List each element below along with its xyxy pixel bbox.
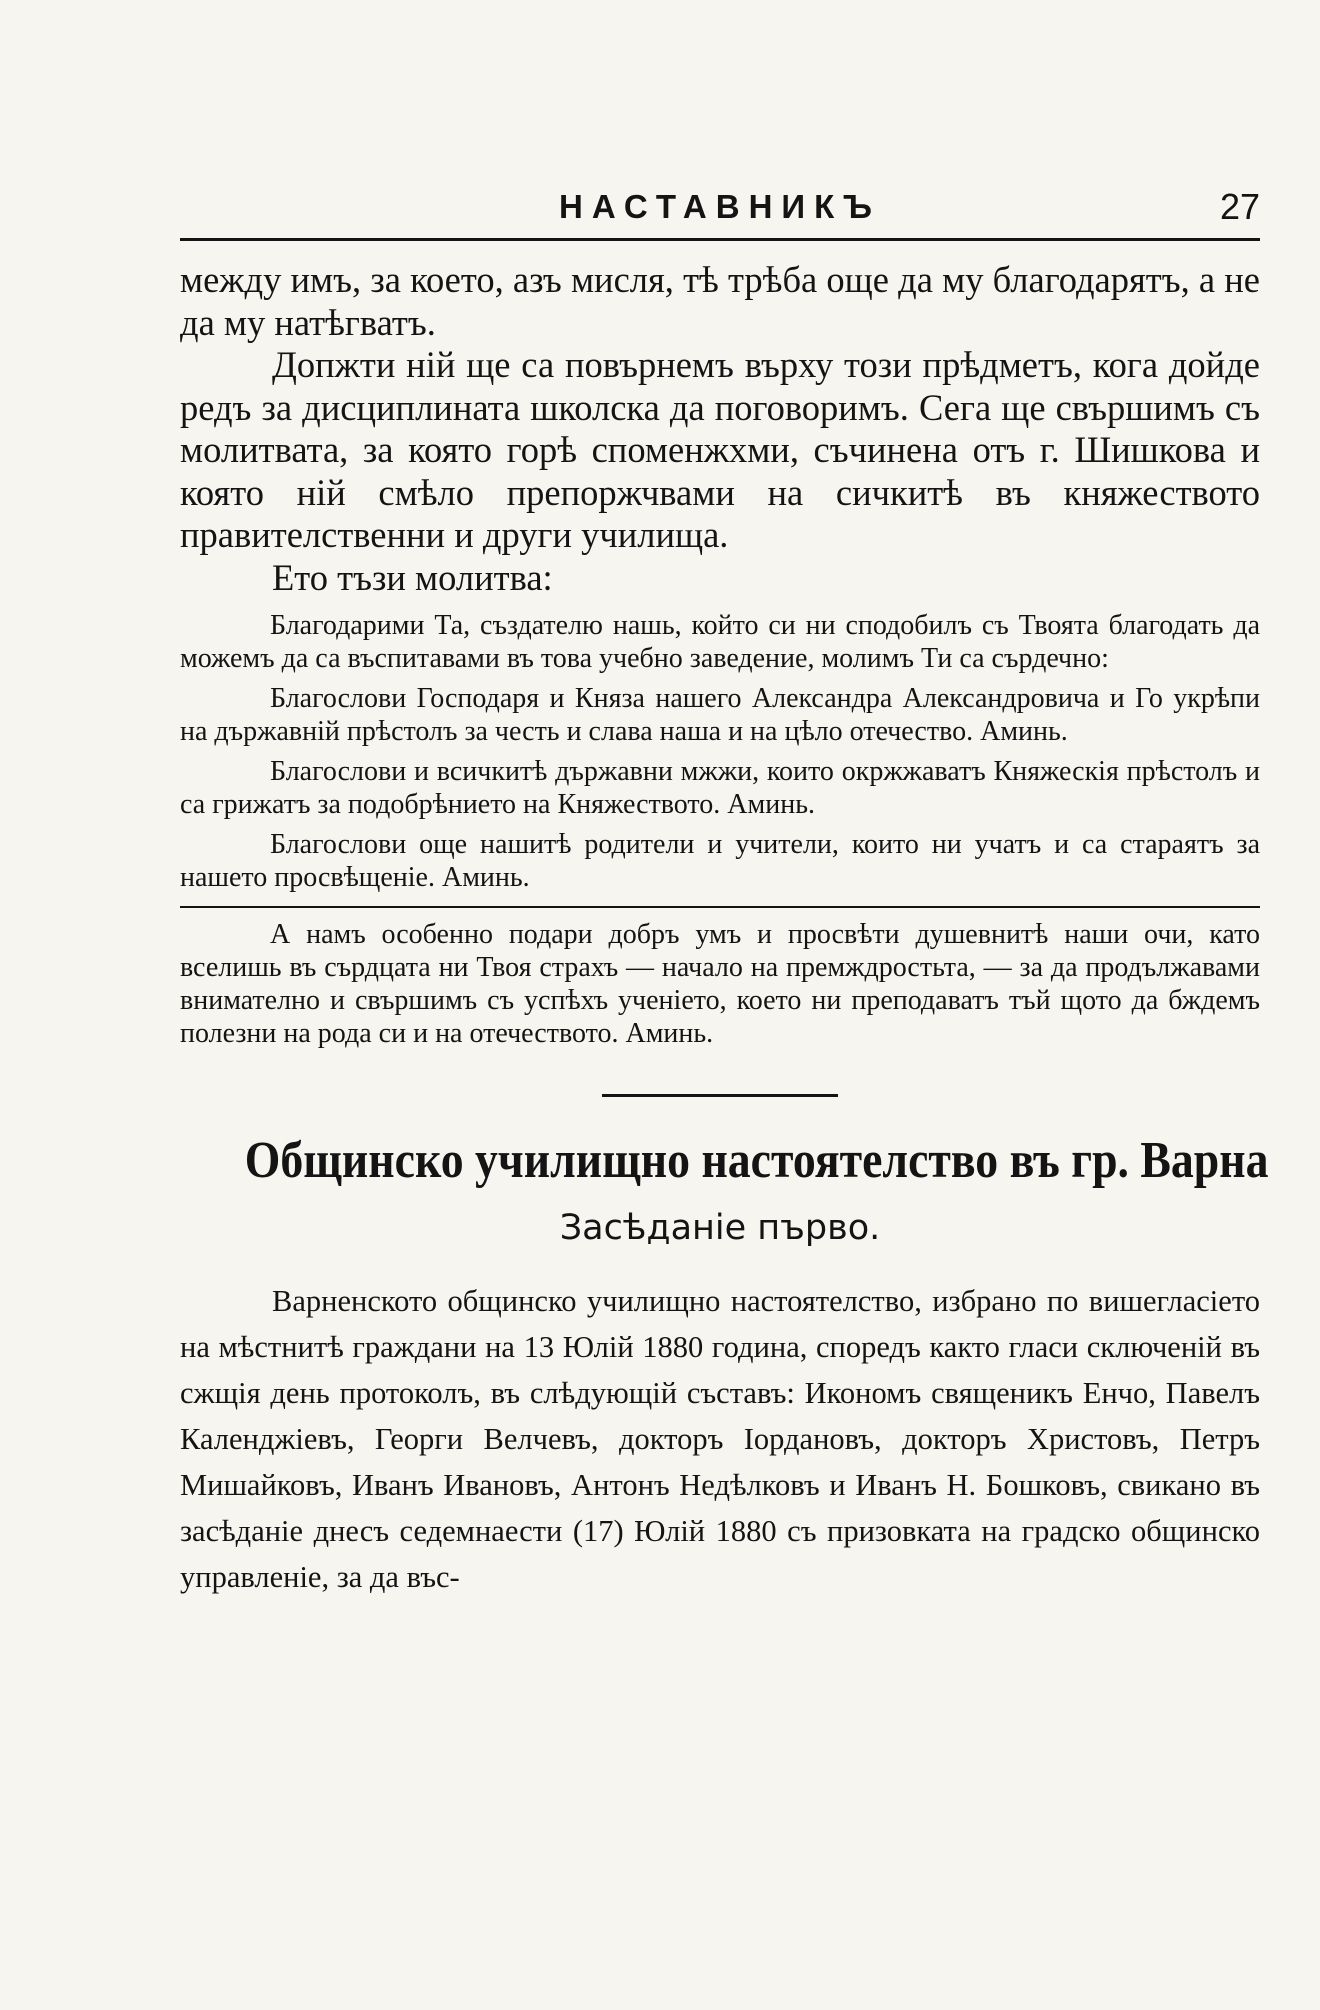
minutes-text [180,1278,1260,1600]
prayer-text [180,609,1260,1050]
paragraph: Ето тъзи молитва: [272,556,553,598]
body-text [180,259,1260,599]
prayer-divider [180,906,1260,908]
book-page [180,186,1269,1600]
prayer-paragraph: Благодарими Та, създателю нашь, който си ни сподобилъ съ Твоята благодать да можемъ да са въспитавами въ това учебно заведение, молимъ Ти са сърдечно: [180,610,1260,674]
section-divider [602,1094,838,1097]
paragraph: Допжти ній ще са повърнемъ върху този прѣдметъ, кога дойде редъ за дисциплината школска да поговоримъ. Сега ще свършимъ съ молитвата, за която горѣ споменжхми, съчинена отъ г. Шишкова и която ній смѣло препоржчвами на сичкитѣ въ княжеството правителственни и други училища. [180,344,1260,555]
running-title: НАСТАВНИКЪ [559,188,881,225]
header-rule [180,238,1260,241]
section-heading: Общинско училищно настоятелство въ гр. Варна [244,1132,1269,1189]
prayer-paragraph: Благослови и всичкитѣ държавни мжжи, които окржжаватъ Княжескія прѣстолъ и са грижатъ за подобрѣнието на Княжеството. Аминь. [180,756,1260,820]
page-number: 27 [1219,186,1260,227]
section-subheading: Засѣданіе първо. [559,1208,881,1248]
prayer-paragraph: А намъ особенно подари добръ умъ и просвѣти душевнитѣ наши очи, като вселишь въ сърдцата ни Твоя страхъ — начало на премждростьта, — за да продължавами внимателно и свършимъ съ успѣхъ ученіето, което ни преподаватъ тъй щото да бждемъ полезни на рода си и на отечеството. Аминь. [180,919,1260,1049]
paragraph: между имъ, за което, азъ мисля, тѣ трѣба още да му благодарятъ, а не да му натѣгватъ. [180,259,1260,343]
paragraph: Варненското общинско училищно настоятелство, избрано по вишегласіето на мѣстнитѣ граждани на 13 Юлій 1880 година, споредъ както гласи сключеній въ сжщія день протоколъ, въ слѣдующій съставъ: Икономъ священикъ Енчо, Павелъ Календжіевъ, Георги Велчевъ, докторъ Iордановъ, докторъ Христовъ, Петръ Мишайковъ, Иванъ Ивановъ, Антонъ Недѣлковъ и Иванъ Н. Бошковъ, свикано въ засѣданіе днесъ седемнаести (17) Юлій 1880 съ призовката на градско общинско управленіе, за да въс- [180,1284,1260,1594]
prayer-paragraph: Благослови Господаря и Княза нашего Александра Александровича и Го укрѣпи на държавній прѣстолъ за честь и слава наша и на цѣло отечество. Аминь. [180,683,1260,747]
page-header [180,188,1260,234]
prayer-paragraph: Благослови още нашитѣ родители и учители, които ни учатъ и са стараятъ за нашето просвѣщеніе. Аминь. [180,829,1260,893]
